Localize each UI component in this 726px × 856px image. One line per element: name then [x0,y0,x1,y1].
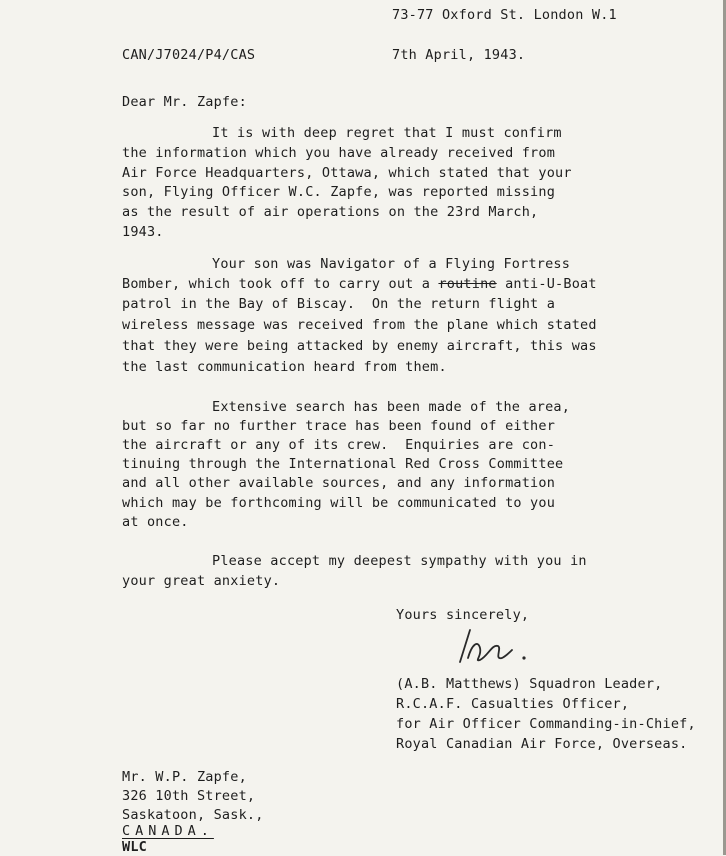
letter-date: 7th April, 1943. [392,47,526,63]
paragraph2-line: patrol in the Bay of Biscay. On the return flight a [122,296,556,312]
typist-initials: WLC [122,839,147,855]
struck-word: routine [438,276,497,292]
paragraph4-line: Please accept my deepest sympathy with you in [212,553,587,569]
paragraph2-line: Your son was Navigator of a Flying Fortress [212,256,571,272]
paragraph1-line: 1943. [122,224,164,240]
handwritten-signature [450,622,530,670]
sender-address: 73-77 Oxford St. London W.1 [392,7,617,23]
paragraph2-text: anti-U-Boat [496,276,597,292]
paragraph3-line: the aircraft or any of its crew. Enquiries are con- [122,437,556,453]
salutation: Dear Mr. Zapfe: [122,94,247,110]
recipient-name: Mr. W.P. Zapfe, [122,769,247,785]
paragraph1-line: son, Flying Officer W.C. Zapfe, was reported missing [122,184,556,200]
paragraph2-line: that they were being attacked by enemy aircraft, this was [122,338,597,354]
paragraph3-line: but so far no further trace has been found of either [122,418,556,434]
signatory-line: for Air Officer Commanding-in-Chief, [396,716,696,732]
recipient-city: Saskatoon, Sask., [122,807,264,823]
signatory-line: (A.B. Matthews) Squadron Leader, [396,676,663,692]
paragraph3-line: Extensive search has been made of the area, [212,399,571,415]
signatory-line: Royal Canadian Air Force, Overseas. [396,736,688,752]
paragraph3-line: which may be forthcoming will be communicated to you [122,495,556,511]
paragraph2-line: wireless message was received from the plane which stated [122,317,597,333]
closing: Yours sincerely, [396,607,530,623]
paragraph2-line: the last communication heard from them. [122,359,447,375]
reference-number: CAN/J7024/P4/CAS [122,47,256,63]
paragraph3-line: tinuing through the International Red Cross Committee [122,456,564,472]
paragraph1-line: Air Force Headquarters, Ottawa, which stated that your [122,165,572,181]
recipient-street: 326 10th Street, [122,788,256,804]
recipient-country: CANADA. [122,823,214,839]
paragraph1-line: the information which you have already received from [122,145,556,161]
paragraph1-line: It is with deep regret that I must confirm [212,125,562,141]
paragraph4-line: your great anxiety. [122,573,281,589]
paragraph1-line: as the result of air operations on the 23rd March, [122,204,539,220]
paragraph3-line: at once. [122,514,189,530]
paragraph3-line: and all other available sources, and any information [122,475,556,491]
paragraph2-text: Bomber, which took off to carry out a [122,276,439,292]
signatory-line: R.C.A.F. Casualties Officer, [396,696,630,712]
paragraph2-line [122,275,597,293]
